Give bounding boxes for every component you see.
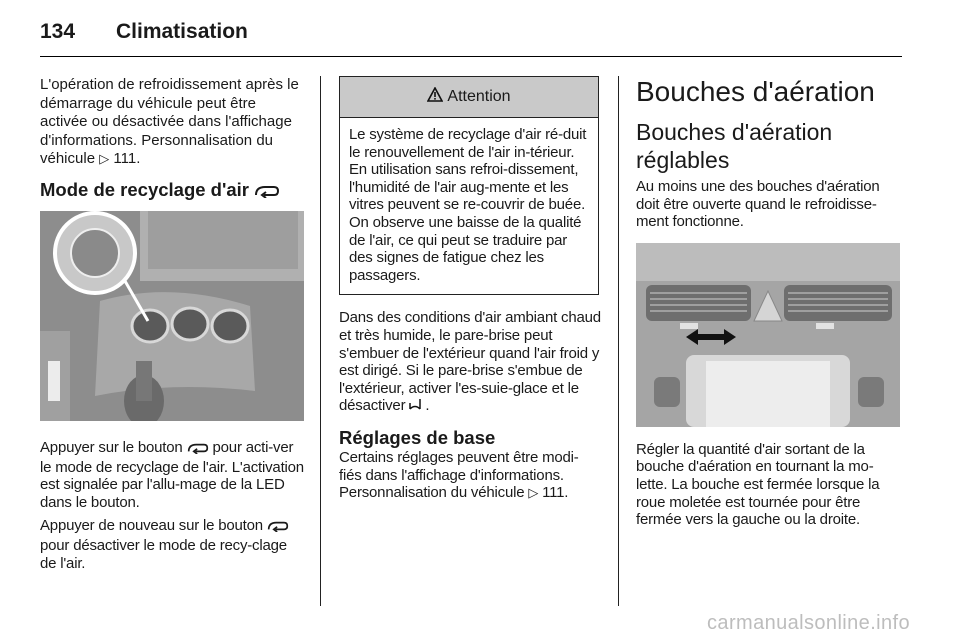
section-heading-recirculation: Mode de recyclage d'air: [40, 179, 304, 203]
activation-paragraph: Appuyer sur le bouton pour acti-ver le mode de recyclage de l'air. L'activation est signalée par l'allu-mage de la LED dans le bouton.: [40, 438, 304, 511]
chapter-title: Climatisation: [116, 20, 248, 43]
page-reference[interactable]: Personnalisation du véhicule ▷ 111.: [339, 484, 569, 502]
column-3: [636, 76, 902, 535]
subheading-adjustable-vents: Bouches d'aération réglables: [636, 119, 833, 173]
column-divider-1: [320, 76, 321, 606]
section-heading-basic-settings: Réglages de base: [339, 426, 496, 448]
wiper-icon: [409, 397, 425, 414]
vents-adjust-paragraph: Régler la quantité d'air sortant de la bouche d'aération en tournant la mo-lette. La bouche est fermée lorsque la roue moletée est tournée pour être fermée vers la gauche ou la droite.: [636, 440, 880, 529]
watermark: carmanualsonline.info: [707, 612, 910, 634]
attention-body: [340, 118, 598, 294]
main-heading-air-vents: Bouches d'aération: [636, 76, 875, 107]
page-header: [40, 14, 902, 58]
warning-triangle-icon: [427, 87, 443, 107]
reference-arrow-icon: ▷: [99, 151, 110, 167]
intro-paragraph: L'opération de refroidissement après le démarrage du véhicule peut être activée ou désactivée dans l'affichage d'informations. Personnalisation du véhicule ▷ 111.: [40, 76, 299, 168]
recirculation-icon: [254, 181, 280, 203]
recirculation-icon: [187, 441, 209, 459]
attention-text: Le système de recyclage d'air ré-duit le renouvellement de l'air in-térieur. En utilisation sans refroi-dissement, l'humidité de l'air aug-mente et les vitres peuvent se re-couvrir de buée. On observe une baisse de la qualité de l'air, ce qui peut se traduire par des signes de fatigue chez les passagers.: [349, 126, 587, 284]
column-2: [339, 76, 601, 508]
air-vents-photo: [636, 243, 900, 427]
vents-intro-paragraph: Au moins une des bouches d'aération doit être ouverte quand le refroidisse-ment fonctionne.: [636, 178, 880, 231]
recirculation-icon: [267, 519, 289, 537]
column-1: [40, 76, 304, 578]
attention-header: [340, 77, 598, 118]
recirculation-button-photo: [40, 211, 304, 421]
attention-label: Attention: [447, 88, 511, 105]
deactivation-paragraph: Appuyer de nouveau sur le bouton pour désactiver le mode de recy-clage de l'air.: [40, 517, 287, 572]
header-divider: [40, 56, 902, 57]
page-reference[interactable]: Personnalisation du véhicule ▷ 111.: [40, 131, 274, 168]
page-number: 134: [40, 20, 76, 43]
column-divider-2: [618, 76, 619, 606]
reference-arrow-icon: ▷: [528, 485, 539, 501]
windshield-paragraph: Dans des conditions d'air ambiant chaud et très humide, le pare-brise peut s'embuer de l'extérieur quand l'air froid y est dirigé. Si le pare-brise s'embue de l'extérieur, activer l'es-suie-glace et le désactiver .: [339, 309, 601, 415]
basic-settings-paragraph: Certains réglages peuvent être modi-fiés dans l'affichage d'informations. Personnalisation du véhicule ▷ 111.: [339, 448, 579, 502]
attention-box: [339, 76, 599, 295]
